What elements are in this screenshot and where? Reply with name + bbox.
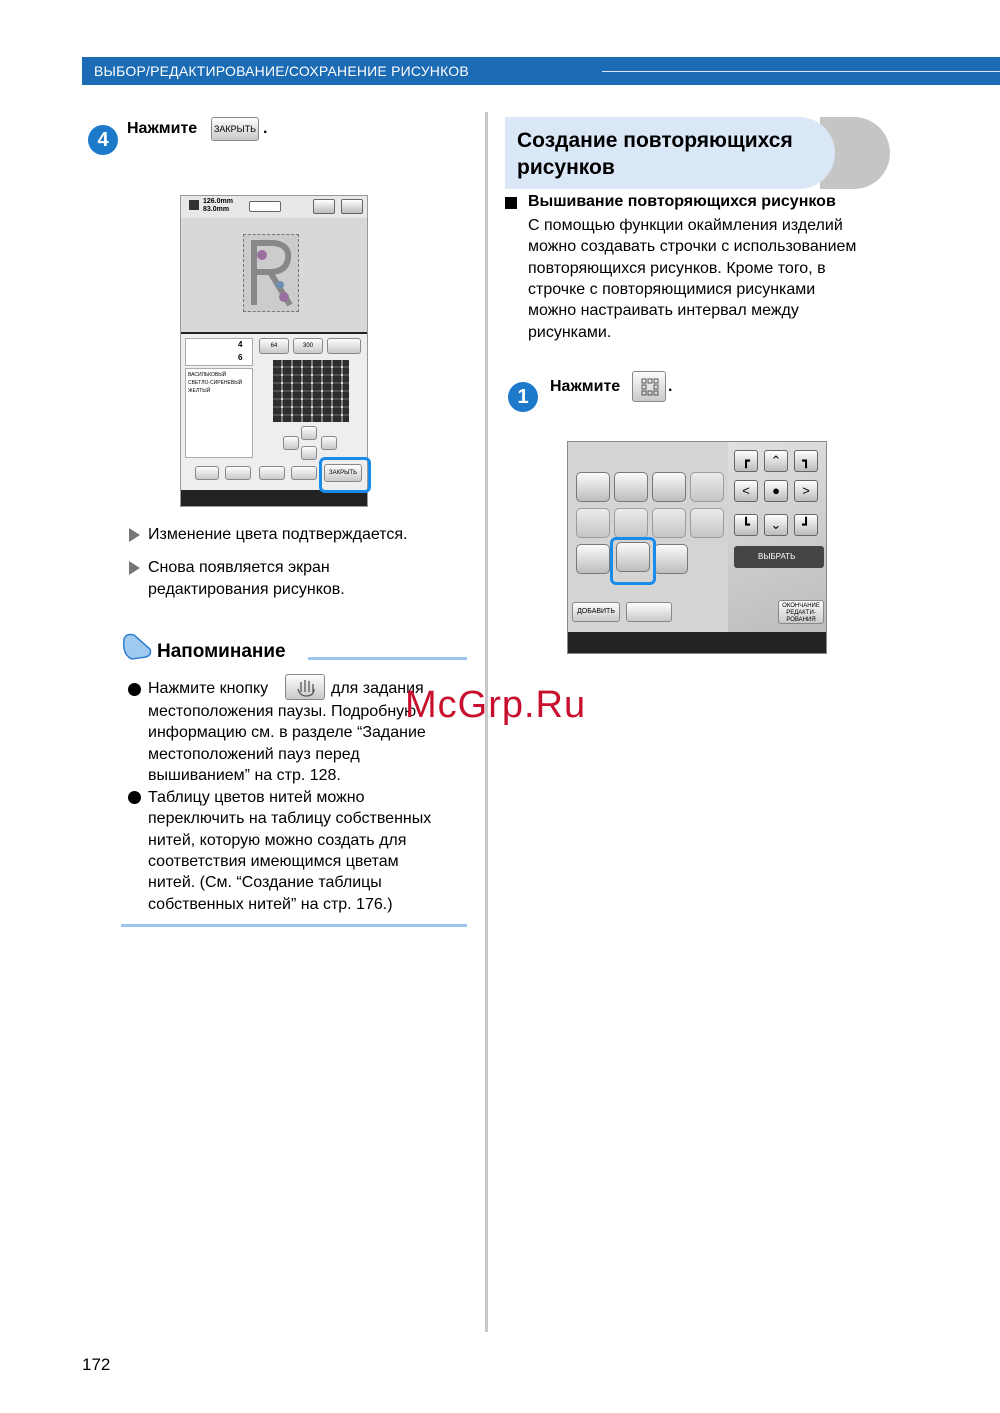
rotate-icon [614,472,648,502]
screen-toolbar [181,196,368,218]
reminder-b2-line: Таблицу цветов нитей можно [148,789,365,806]
color-item: ЖЕЛТЫЙ [188,388,211,394]
result-text-2: Снова появляется экран [148,559,330,576]
reminder-b1-start: Нажмите кнопку [148,680,269,697]
arrow-down-icon [301,446,317,460]
mirror-icon [652,472,686,502]
reminder-b2-line: нитей. (См. “Создание таблицы [148,874,382,891]
step-4-text: Нажмите [127,120,198,137]
step-1-dot: . [668,378,673,395]
reminder-title: Напоминание [157,641,286,662]
step-1-text: Нажмите [550,378,621,395]
reminder-b1-line: местоположений пауз перед [148,746,360,763]
step-1-number: 1 [508,382,538,412]
move-left-icon: < [734,480,758,502]
add-button: ДОБАВИТЬ [572,602,620,622]
bullet-1 [128,683,141,696]
reminder-title-rule [308,657,467,660]
para-line: можно создавать строчки с использованием [528,238,857,255]
text-spacing-icon [652,508,686,538]
minus-button [195,466,219,480]
header-title: ВЫБОР/РЕДАКТИРОВАНИЕ/СОХРАНЕНИЕ РИСУНКОВ [94,63,469,79]
end-edit-button: ОКОНЧАНИЕ РЕДАКТИ- РОВАНИЯ [778,600,824,624]
reminder-b2-line: переключить на таблицу собственных [148,810,432,827]
color-item: ВАСИЛЬКОВЫЙ [188,372,227,378]
section-title: Создание повторяющихся рисунков [517,129,793,179]
result-arrow-icon [129,528,140,542]
reminder-b1-line: вышиванием” на стр. 128. [148,767,341,784]
move-up-icon: ⌃ [764,450,788,472]
hand-button-image [285,674,325,700]
bullet-2 [128,791,141,804]
move-down-left-icon: ┗ [734,514,758,536]
reminder-b2-line: нитей, которую можно создать для [148,832,407,849]
size-icon [189,200,199,210]
eraser-icon [626,602,672,622]
screen-bottom-bar [568,632,827,654]
screen-close-button: ЗАКРЫТЬ [324,464,362,482]
plus-button [225,466,251,480]
step-4-number: 4 [88,125,118,155]
result-text-1: Изменение цвета подтверждается. [148,526,408,543]
arrow-right-icon [321,436,337,450]
reminder-b1-line: информацию см. в разделе “Задание [148,724,426,741]
result-text-3: редактирования рисунков. [148,581,345,598]
palette-300-button: 300 [293,338,323,354]
arrow-up-icon [301,426,317,440]
move-down-icon: ⌄ [764,514,788,536]
arc-text-icon [614,508,648,538]
letter-r-embroidery-preview [243,234,299,312]
para-line: повторяющихся рисунков. Кроме того, в [528,260,826,277]
color-grid [273,360,349,422]
sort-icon [291,466,317,480]
page-number: 172 [82,1355,111,1374]
page-header [82,57,1000,85]
para-line: можно настраивать интервал между [528,302,799,319]
result-arrow-icon [129,561,140,575]
watermark: McGrp.Ru [405,684,587,726]
size-readout: 126.0mm 83.0mm [203,198,233,213]
reminder-b1-line: местоположения паузы. Подробную [148,703,417,720]
move-up-left-icon: ┏ [734,450,758,472]
arrow-left-icon [283,436,299,450]
select-control: ВЫБРАТЬ [734,546,824,568]
step-4-dot: . [263,120,268,137]
palette-64-button: 64 [259,338,289,354]
para-line: С помощью функции окаймления изделий [528,217,843,234]
color-counter: 4 6 [185,338,253,366]
move-up-right-icon: ┓ [794,450,818,472]
header-rule [602,71,1000,72]
color-item: СВЕТЛО-СИРЕНЕВЫЙ [188,380,243,386]
subsection-square-icon [505,197,517,209]
close-button-image: ЗАКРЫТЬ [211,117,259,141]
density-icon [690,472,724,502]
reminder-b2-line: соответствия имеющимся цветам [148,853,399,870]
text-array-icon [576,508,610,538]
subsection-title: Вышивание повторяющихся рисунков [528,193,836,210]
section-title-box [505,117,835,189]
hand-icon [259,466,285,480]
frame-icon [576,472,610,502]
repeat-button-highlight [610,537,656,585]
edit-screen [567,441,827,654]
reminder-b1-end: для задания [331,680,424,697]
cut-text-icon [690,508,724,538]
thread-table-button [327,338,361,354]
move-down-right-icon: ┛ [794,514,818,536]
color-list [185,368,253,458]
repeat-button-image [632,371,666,402]
para-line: строчке с повторяющимися рисунками [528,281,816,298]
reminder-b2-line: собственных нитей” на стр. 176.) [148,896,393,913]
zoom-icon [249,201,281,212]
reminder-bell-icon [120,631,154,663]
center-icon: ● [764,480,788,502]
move-right-icon: > [794,480,818,502]
home-icon [341,199,363,214]
close-button-highlight [319,457,371,493]
duplicate-icon [654,544,688,574]
para-line: рисунками. [528,324,612,341]
reminder-bottom-rule [121,924,467,927]
preview-icon [313,199,335,214]
color-icon [576,544,610,574]
